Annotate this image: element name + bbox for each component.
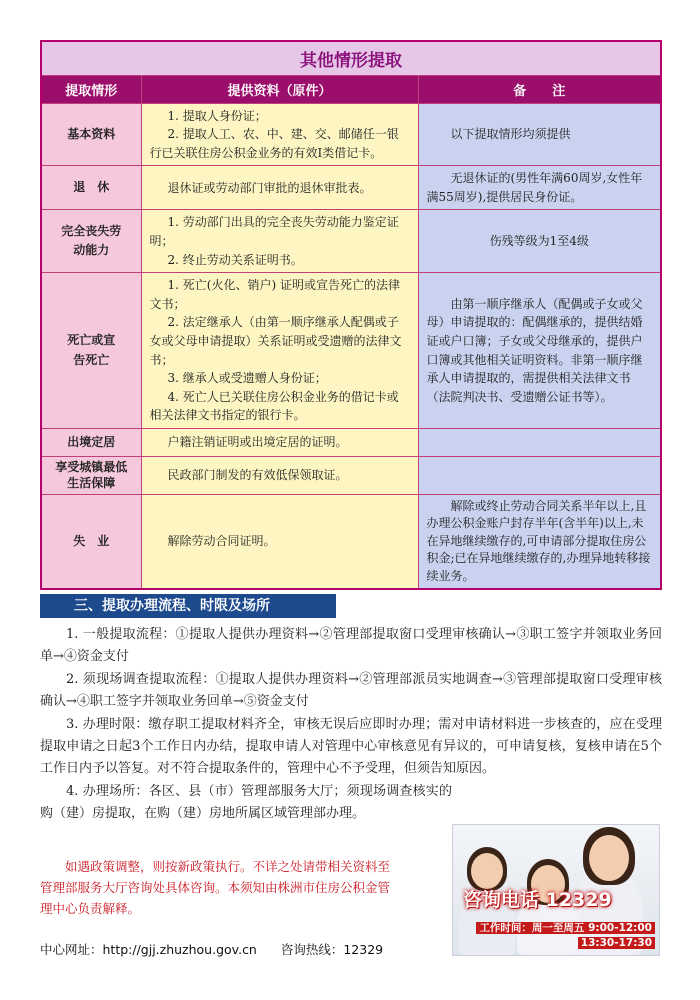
row-category: 享受城镇最低生活保障 (41, 457, 141, 495)
doc-line: 1. 死亡(火化、销户) 证明或宣告死亡的法律文书； (149, 278, 400, 311)
row-note (418, 495, 661, 589)
row-note (418, 457, 661, 495)
row-category: 基本资料 (41, 103, 141, 166)
header-notes: 备 注 (418, 75, 661, 103)
doc-line: 户籍注销证明或出境定居的证明。 (167, 435, 348, 450)
row-category: 死亡或宣告死亡 (41, 273, 141, 429)
doc-line: 2. 法定继承人（由第一顺序继承人配偶或子女或父母申请提取）关系证明或受遗赠的法律文书； (149, 315, 402, 367)
doc-line: 解除劳动合同证明。 (167, 534, 276, 549)
table-row (41, 429, 661, 457)
process-text (40, 624, 662, 826)
row-category: 退 休 (41, 166, 141, 210)
row-category: 失 业 (41, 495, 141, 589)
header-documents: 提供资料（原件） (141, 75, 418, 103)
table-row (41, 273, 661, 429)
note-text: 解除或终止劳动合同关系半年以上,且办理公积金账户封存半年(含半年)以上,未在异地继续缴存的,可申请部分提取住房公积金;已在异地继续缴存的,办理异地转移接续业务。 (426, 499, 651, 583)
header-category: 提取情形 (41, 75, 141, 103)
row-documents (141, 457, 418, 495)
policy-sheet (40, 40, 662, 590)
row-note (418, 210, 661, 273)
row-category: 出境定居 (41, 429, 141, 457)
note-text: 伤残等级为1至4级 (489, 234, 589, 249)
note-text: 无退休证的(男性年满60周岁,女性年满55周岁),提供居民身份证。 (426, 171, 643, 204)
row-documents (141, 210, 418, 273)
doc-line: 4. 死亡人已关联住房公积金业务的借记卡或相关法律文书指定的银行卡。 (149, 389, 399, 423)
row-note (418, 103, 661, 166)
process-paragraph: 2. 须现场调查提取流程：①提取人提供办理资料→②管理部派员实地调查→③管理部提取窗口受理审核确认→④职工签字并领取业务回单→⑤资金支付 (40, 671, 662, 710)
table-row (41, 495, 661, 589)
doc-line: 民政部门制发的有效低保领取证。 (167, 468, 348, 483)
process-paragraph: 3. 办理时限：缴存职工提取材料齐全，审核无误后应即时办理；需对申请材料进一步核查的，应在受理提取申请之日起3个工作日内办结，提取申请人对管理中心审核意见有异议的，可申请复核，复核申请在5个工作日内予以答复。对不符合提取条件的，管理中心不予受理，但须告知原因。 (40, 716, 662, 777)
doc-line: 1. 劳动部门出具的完全丧失劳动能力鉴定证明； (149, 215, 399, 249)
row-note (418, 273, 661, 429)
table-row (41, 457, 661, 495)
note-text: 由第一顺序继承人（配偶或子女或父母）申请提取的：配偶继承的，提供结婚证或户口簿；子女或父母继承的，提供户口簿或其他相关证明资料。非第一顺序继承人申请提取的，需提供相关法律文书（法院判决书、受遗赠公证书等）。 (426, 296, 643, 404)
table-row (41, 210, 661, 273)
doc-line: 退休证或劳动部门审批的退休审批表。 (167, 180, 372, 195)
row-category: 完全丧失劳动能力 (41, 210, 141, 273)
table-title: 其他情形提取 (41, 41, 661, 75)
hotline-text: 咨询热线：12329 (280, 942, 384, 957)
office-hours-line: 工作时间：周一至周五 9:00-12:00 (476, 922, 655, 934)
note-text: 以下提取情形均须提供 (450, 127, 571, 142)
office-hours (459, 921, 655, 951)
office-hours-line: 13:30-17:30 (578, 937, 655, 949)
doc-line: 3. 继承人或受遗赠人身份证； (167, 371, 327, 386)
withdrawal-table (40, 40, 662, 590)
row-documents (141, 495, 418, 589)
doc-line: 2. 提取人工、农、中、建、交、邮储任一银行已关联住房公积金业务的有效Ⅰ类借记卡。 (149, 127, 399, 160)
table-row (41, 166, 661, 210)
process-paragraph: 4. 办理场所：各区、县（市）管理部服务大厅；须现场调查核实的购（建）房提取，在购（建）房地所属区域管理部办理。 (40, 783, 452, 822)
website-link[interactable]: 中心网址：http://gjj.zhuzhou.gov.cn (40, 942, 257, 957)
row-documents (141, 103, 418, 166)
row-documents (141, 429, 418, 457)
doc-line: 2. 终止劳动关系证明书。 (167, 252, 303, 267)
table-row (41, 103, 661, 166)
process-paragraph: 1. 一般提取流程：①提取人提供办理资料→②管理部提取窗口受理审核确认→③职工签字并领取业务回单→④资金支付 (40, 627, 662, 665)
row-documents (141, 273, 418, 429)
hotline-phone: 咨询电话 12329 (463, 889, 612, 911)
row-documents (141, 166, 418, 210)
policy-notice: 如遇政策调整，则按新政策执行。不详之处请带相关资料至管理部服务大厅咨询处具体咨询。本须知由株洲市住房公积金管理中心负责解释。 (40, 859, 391, 916)
row-note (418, 166, 661, 210)
footer (40, 940, 383, 958)
section-heading: 三、提取办理流程、时限及场所 (40, 594, 336, 618)
row-note (418, 429, 661, 457)
doc-line: 1. 提取人身份证； (167, 108, 267, 123)
hotline-banner (452, 824, 660, 956)
